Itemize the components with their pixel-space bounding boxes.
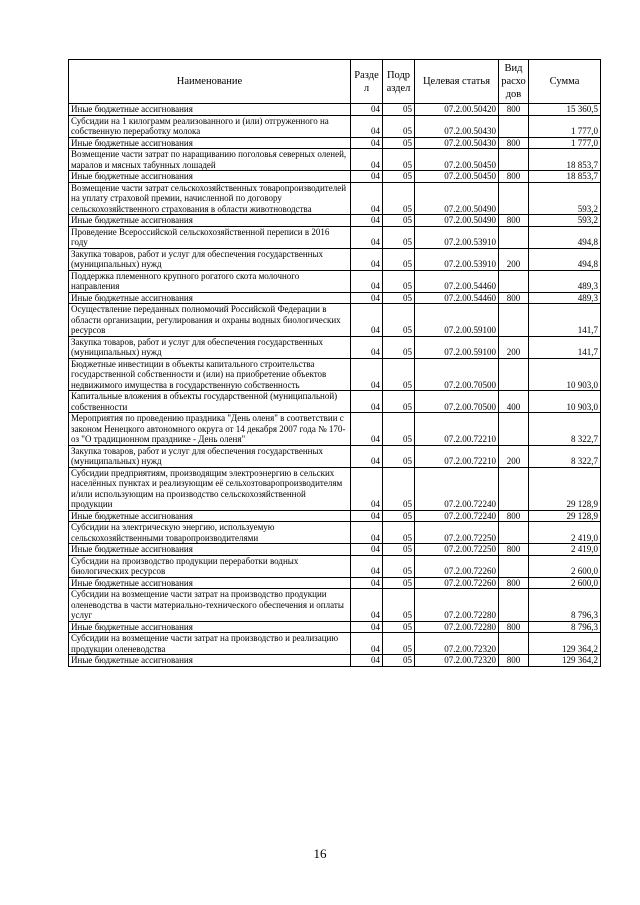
cell-target: 07.2.00.54460 (415, 270, 499, 292)
cell-target: 07.2.00.72240 (415, 510, 499, 522)
cell-subsection: 05 (383, 555, 415, 577)
cell-section: 04 (351, 555, 383, 577)
cell-name: Субсидии на возмещение части затрат на производство и реализацию продукции оленеводства (69, 633, 351, 655)
table-row (69, 226, 601, 248)
cell-section: 04 (351, 292, 383, 304)
cell-subsection: 05 (383, 104, 415, 116)
cell-section: 04 (351, 115, 383, 137)
cell-kind (499, 633, 529, 655)
cell-section: 04 (351, 445, 383, 467)
cell-kind (499, 555, 529, 577)
cell-section: 04 (351, 149, 383, 171)
cell-target: 07.2.00.50420 (415, 104, 499, 116)
cell-target: 07.2.00.72320 (415, 633, 499, 655)
cell-kind (499, 270, 529, 292)
cell-name: Иные бюджетные ассигнования (69, 292, 351, 304)
cell-subsection: 05 (383, 149, 415, 171)
table-row (69, 589, 601, 622)
cell-kind (499, 115, 529, 137)
cell-target: 07.2.00.72210 (415, 413, 499, 446)
cell-target: 07.2.00.50490 (415, 215, 499, 227)
table-row (69, 621, 601, 633)
cell-name: Иные бюджетные ассигнования (69, 510, 351, 522)
cell-section: 04 (351, 358, 383, 391)
cell-section: 04 (351, 621, 383, 633)
cell-name: Иные бюджетные ассигнования (69, 215, 351, 227)
cell-kind: 200 (499, 336, 529, 358)
table-row (69, 336, 601, 358)
cell-sum: 1 777,0 (529, 137, 601, 149)
cell-kind (499, 358, 529, 391)
cell-target: 07.2.00.72250 (415, 522, 499, 544)
cell-kind: 800 (499, 655, 529, 667)
cell-kind (499, 226, 529, 248)
cell-target: 07.2.00.72240 (415, 467, 499, 510)
table-row (69, 215, 601, 227)
table-row (69, 149, 601, 171)
table-row (69, 391, 601, 413)
cell-sum: 593,2 (529, 182, 601, 215)
cell-target: 07.2.00.72260 (415, 577, 499, 589)
col-header-target: Целевая статья (415, 60, 499, 104)
cell-subsection: 05 (383, 655, 415, 667)
cell-target: 07.2.00.53910 (415, 226, 499, 248)
cell-section: 04 (351, 215, 383, 227)
cell-section: 04 (351, 633, 383, 655)
cell-name: Бюджетные инвестиции в объекты капитального строительства государственной собственности и (или) на приобретение объектов недвижимого имущества в государственную собственность (69, 358, 351, 391)
cell-name: Возмещение части затрат по наращиванию поголовья северных оленей, маралов и мясных табунных лошадей (69, 149, 351, 171)
table-row (69, 248, 601, 270)
cell-kind: 800 (499, 137, 529, 149)
cell-sum: 2 419,0 (529, 544, 601, 556)
table-row (69, 104, 601, 116)
table-row (69, 358, 601, 391)
cell-target: 07.2.00.70500 (415, 391, 499, 413)
cell-section: 04 (351, 104, 383, 116)
cell-subsection: 05 (383, 522, 415, 544)
cell-sum: 129 364,2 (529, 655, 601, 667)
cell-name: Возмещение части затрат сельскохозяйственных товаропроизводителей на уплату страховой премии, начисленной по договору сельскохозяйственного страхования в области животноводства (69, 182, 351, 215)
cell-name: Иные бюджетные ассигнования (69, 171, 351, 183)
cell-name: Иные бюджетные ассигнования (69, 137, 351, 149)
cell-subsection: 05 (383, 336, 415, 358)
cell-name: Иные бюджетные ассигнования (69, 544, 351, 556)
col-header-name: Наименование (69, 60, 351, 104)
cell-target: 07.2.00.50450 (415, 171, 499, 183)
cell-name: Капитальные вложения в объекты государственной (муниципальной) собственности (69, 391, 351, 413)
cell-sum: 489,3 (529, 270, 601, 292)
cell-subsection: 05 (383, 171, 415, 183)
cell-kind (499, 413, 529, 446)
table-row (69, 137, 601, 149)
table-row (69, 413, 601, 446)
table-row (69, 292, 601, 304)
cell-target: 07.2.00.72280 (415, 589, 499, 622)
cell-name: Проведение Всероссийской сельскохозяйственной переписи в 2016 году (69, 226, 351, 248)
cell-sum: 489,3 (529, 292, 601, 304)
cell-subsection: 05 (383, 544, 415, 556)
cell-subsection: 05 (383, 182, 415, 215)
cell-section: 04 (351, 544, 383, 556)
cell-kind: 800 (499, 171, 529, 183)
cell-target: 07.2.00.59100 (415, 304, 499, 337)
cell-kind: 800 (499, 544, 529, 556)
table-row (69, 555, 601, 577)
cell-subsection: 05 (383, 304, 415, 337)
cell-subsection: 05 (383, 577, 415, 589)
cell-name: Закупка товаров, работ и услуг для обеспечения государственных (муниципальных) нужд (69, 248, 351, 270)
cell-name: Осуществление переданных полномочий Российской Федерации в области организации, регулирования и охраны водных биологических ресурсов (69, 304, 351, 337)
cell-sum: 10 903,0 (529, 358, 601, 391)
cell-name: Поддержка племенного крупного рогатого скота молочного направления (69, 270, 351, 292)
table-row (69, 115, 601, 137)
col-header-section: Разде л (351, 60, 383, 104)
cell-section: 04 (351, 304, 383, 337)
cell-target: 07.2.00.72260 (415, 555, 499, 577)
cell-section: 04 (351, 577, 383, 589)
table-row (69, 270, 601, 292)
cell-kind (499, 522, 529, 544)
table-row (69, 304, 601, 337)
cell-kind: 800 (499, 104, 529, 116)
cell-target: 07.2.00.54460 (415, 292, 499, 304)
cell-subsection: 05 (383, 633, 415, 655)
cell-name: Субсидии на возмещение части затрат на производство продукции оленеводства в части материально-технического обеспечения и оплаты услуг (69, 589, 351, 622)
cell-section: 04 (351, 137, 383, 149)
cell-subsection: 05 (383, 215, 415, 227)
cell-kind: 400 (499, 391, 529, 413)
cell-target: 07.2.00.72250 (415, 544, 499, 556)
table-row (69, 655, 601, 667)
cell-name: Субсидии на 1 килограмм реализованного и (или) отгруженного на собственную переработку молока (69, 115, 351, 137)
cell-kind: 800 (499, 577, 529, 589)
cell-target: 07.2.00.72210 (415, 445, 499, 467)
cell-subsection: 05 (383, 292, 415, 304)
table-header-row (69, 60, 601, 104)
cell-section: 04 (351, 226, 383, 248)
cell-sum: 29 128,9 (529, 510, 601, 522)
table-row (69, 467, 601, 510)
cell-sum: 15 360,5 (529, 104, 601, 116)
cell-target: 07.2.00.50450 (415, 149, 499, 171)
cell-kind (499, 589, 529, 622)
budget-table (68, 59, 601, 667)
cell-kind (499, 467, 529, 510)
cell-name: Иные бюджетные ассигнования (69, 577, 351, 589)
cell-sum: 494,8 (529, 226, 601, 248)
cell-target: 07.2.00.50430 (415, 115, 499, 137)
cell-kind: 800 (499, 621, 529, 633)
cell-subsection: 05 (383, 248, 415, 270)
cell-sum: 8 796,3 (529, 589, 601, 622)
cell-kind: 200 (499, 445, 529, 467)
cell-target: 07.2.00.72280 (415, 621, 499, 633)
cell-name: Закупка товаров, работ и услуг для обеспечения государственных (муниципальных) нужд (69, 445, 351, 467)
cell-sum: 1 777,0 (529, 115, 601, 137)
cell-target: 07.2.00.50430 (415, 137, 499, 149)
cell-subsection: 05 (383, 270, 415, 292)
cell-sum: 2 600,0 (529, 577, 601, 589)
cell-section: 04 (351, 655, 383, 667)
cell-kind: 800 (499, 215, 529, 227)
cell-section: 04 (351, 589, 383, 622)
cell-sum: 141,7 (529, 336, 601, 358)
cell-subsection: 05 (383, 115, 415, 137)
table-row (69, 182, 601, 215)
cell-name: Субсидии на электрическую энергию, используемую сельскохозяйственными товаропроизводителями (69, 522, 351, 544)
cell-subsection: 05 (383, 226, 415, 248)
col-header-subsection: Подр аздел (383, 60, 415, 104)
col-header-sum: Сумма (529, 60, 601, 104)
cell-section: 04 (351, 182, 383, 215)
cell-kind: 800 (499, 510, 529, 522)
cell-name: Закупка товаров, работ и услуг для обеспечения государственных (муниципальных) нужд (69, 336, 351, 358)
table-row (69, 544, 601, 556)
cell-name: Иные бюджетные ассигнования (69, 655, 351, 667)
cell-subsection: 05 (383, 358, 415, 391)
cell-section: 04 (351, 510, 383, 522)
cell-kind (499, 149, 529, 171)
cell-target: 07.2.00.53910 (415, 248, 499, 270)
cell-name: Иные бюджетные ассигнования (69, 621, 351, 633)
cell-section: 04 (351, 248, 383, 270)
cell-kind (499, 304, 529, 337)
cell-kind: 800 (499, 292, 529, 304)
cell-subsection: 05 (383, 413, 415, 446)
cell-section: 04 (351, 270, 383, 292)
cell-sum: 494,8 (529, 248, 601, 270)
cell-name: Иные бюджетные ассигнования (69, 104, 351, 116)
cell-sum: 8 796,3 (529, 621, 601, 633)
page-number: 16 (313, 846, 327, 861)
cell-sum: 2 419,0 (529, 522, 601, 544)
cell-section: 04 (351, 522, 383, 544)
cell-subsection: 05 (383, 137, 415, 149)
cell-subsection: 05 (383, 589, 415, 622)
cell-name: Субсидии на производство продукции переработки водных биологических ресурсов (69, 555, 351, 577)
cell-name: Субсидии предприятиям, производящим электроэнергию в сельских населённых пунктах и реализующим её сельхозтоваропроизводителям и/или использующим на производство сельскохозяйственной продукции (69, 467, 351, 510)
table-row (69, 577, 601, 589)
cell-target: 07.2.00.50490 (415, 182, 499, 215)
cell-target: 07.2.00.59100 (415, 336, 499, 358)
cell-sum: 129 364,2 (529, 633, 601, 655)
cell-section: 04 (351, 413, 383, 446)
cell-subsection: 05 (383, 467, 415, 510)
cell-sum: 141,7 (529, 304, 601, 337)
table-row (69, 633, 601, 655)
cell-sum: 18 853,7 (529, 171, 601, 183)
cell-target: 07.2.00.70500 (415, 358, 499, 391)
cell-section: 04 (351, 171, 383, 183)
cell-sum: 18 853,7 (529, 149, 601, 171)
cell-target: 07.2.00.72320 (415, 655, 499, 667)
cell-subsection: 05 (383, 445, 415, 467)
cell-sum: 8 322,7 (529, 445, 601, 467)
cell-sum: 29 128,9 (529, 467, 601, 510)
table-row (69, 522, 601, 544)
col-header-kind: Вид расхо дов (499, 60, 529, 104)
cell-subsection: 05 (383, 621, 415, 633)
table-row (69, 171, 601, 183)
cell-sum: 2 600,0 (529, 555, 601, 577)
cell-subsection: 05 (383, 510, 415, 522)
cell-kind (499, 182, 529, 215)
table-row (69, 445, 601, 467)
cell-sum: 8 322,7 (529, 413, 601, 446)
cell-sum: 10 903,0 (529, 391, 601, 413)
cell-section: 04 (351, 467, 383, 510)
table-row (69, 510, 601, 522)
cell-subsection: 05 (383, 391, 415, 413)
cell-section: 04 (351, 391, 383, 413)
cell-section: 04 (351, 336, 383, 358)
cell-name: Мероприятия по проведению праздника "День оленя" в соответствии с законом Ненецкого автономного округа от 14 декабря 2007 года № 170-оз "О традиционном празднике - День оленя" (69, 413, 351, 446)
cell-sum: 593,2 (529, 215, 601, 227)
cell-kind: 200 (499, 248, 529, 270)
